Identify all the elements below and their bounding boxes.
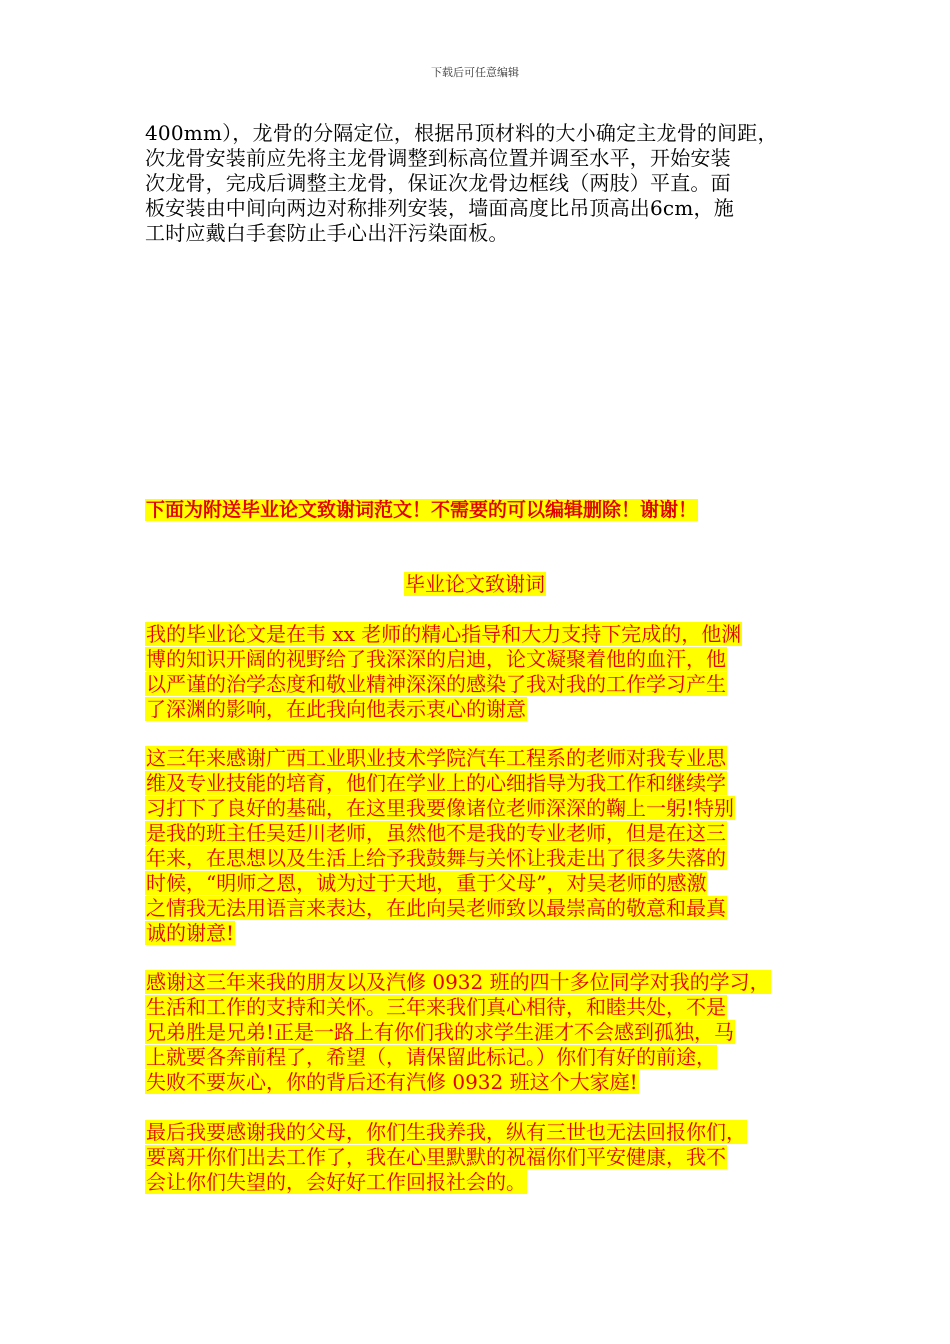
ack-paragraph-3 (145, 970, 835, 1095)
ack-title: 毕业论文致谢词 (405, 572, 545, 596)
notice-banner (145, 498, 835, 523)
ack-line: 是我的班主任吴廷川老师，虽然他不是我的专业老师，但是在这三 (146, 821, 726, 845)
ack-line: 兄弟胜是兄弟!正是一路上有你们我的求学生涯才不会感到孤独，马 (146, 1020, 735, 1044)
ack-line: 上就要各奔前程了，希望（，请保留此标记。）你们有好的前途， (146, 1045, 716, 1069)
ack-line: 维及专业技能的培育，他们在学业上的心细指导为我工作和继续学 (146, 771, 726, 795)
ack-line: 最后我要感谢我的父母，你们生我养我，纵有三世也无法回报你们， (146, 1120, 746, 1144)
ack-line: 了深渊的影响，在此我向他表示衷心的谢意 (146, 697, 526, 721)
ack-paragraph-4 (145, 1120, 835, 1195)
ack-line: 之情我无法用语言来表达，在此向吴老师致以最崇高的敬意和最真 (146, 896, 726, 920)
ack-title-row (0, 572, 950, 597)
intro-line: 工时应戴白手套防止手心出汗污染面板。 (145, 221, 509, 245)
ack-line: 生活和工作的支持和关怀。三年来我们真心相待，和睦共处，不是 (146, 995, 726, 1019)
ack-line: 博的知识开阔的视野给了我深深的启迪，论文凝聚着他的血汗，他 (146, 647, 726, 671)
ack-line: 我的毕业论文是在韦 xx 老师的精心指导和大力支持下完成的，他渊 (146, 622, 742, 646)
ack-line: 年来，在思想以及生活上给予我鼓舞与关怀让我走出了很多失落的 (146, 846, 726, 870)
ack-line: 时候，“明师之恩，诚为过于天地，重于父母”，对吴老师的感激 (146, 871, 707, 895)
ack-line: 以严谨的治学态度和敬业精神深深的感染了我对我的工作学习产生 (146, 672, 726, 696)
ack-paragraph-1 (145, 622, 835, 722)
ack-line: 诚的谢意! (146, 921, 235, 945)
intro-line: 次龙骨安装前应先将主龙骨调整到标高位置并调至水平，开始安装 (145, 146, 731, 170)
intro-paragraph (145, 121, 835, 246)
page-header-note: 下载后可任意编辑 (431, 66, 519, 79)
ack-line: 习打下了良好的基础，在这里我要像诸位老师深深的鞠上一躬!特别 (146, 796, 735, 820)
ack-line: 会让你们失望的，会好好工作回报社会的。 (146, 1170, 526, 1194)
notice-text: 下面为附送毕业论文致谢词范文！不需要的可以编辑删除！谢谢！ (146, 499, 698, 521)
ack-line: 失败不要灰心，你的背后还有汽修 0932 班这个大家庭! (146, 1070, 638, 1094)
intro-line: 400mm），龙骨的分隔定位，根据吊顶材料的大小确定主龙骨的间距， (145, 121, 778, 145)
ack-line: 这三年来感谢广西工业职业技术学院汽车工程系的老师对我专业思 (146, 746, 726, 770)
ack-paragraph-2 (145, 746, 835, 946)
intro-line: 次龙骨，完成后调整主龙骨，保证次龙骨边框线（两肢）平直。面 (145, 171, 731, 195)
ack-line: 感谢这三年来我的朋友以及汽修 0932 班的四十多位同学对我的学习， (146, 970, 770, 994)
ack-line: 要离开你们出去工作了，我在心里默默的祝福你们平安健康，我不 (146, 1145, 726, 1169)
intro-line: 板安装由中间向两边对称排列安装，墙面高度比吊顶高出6cm，施 (145, 196, 734, 220)
